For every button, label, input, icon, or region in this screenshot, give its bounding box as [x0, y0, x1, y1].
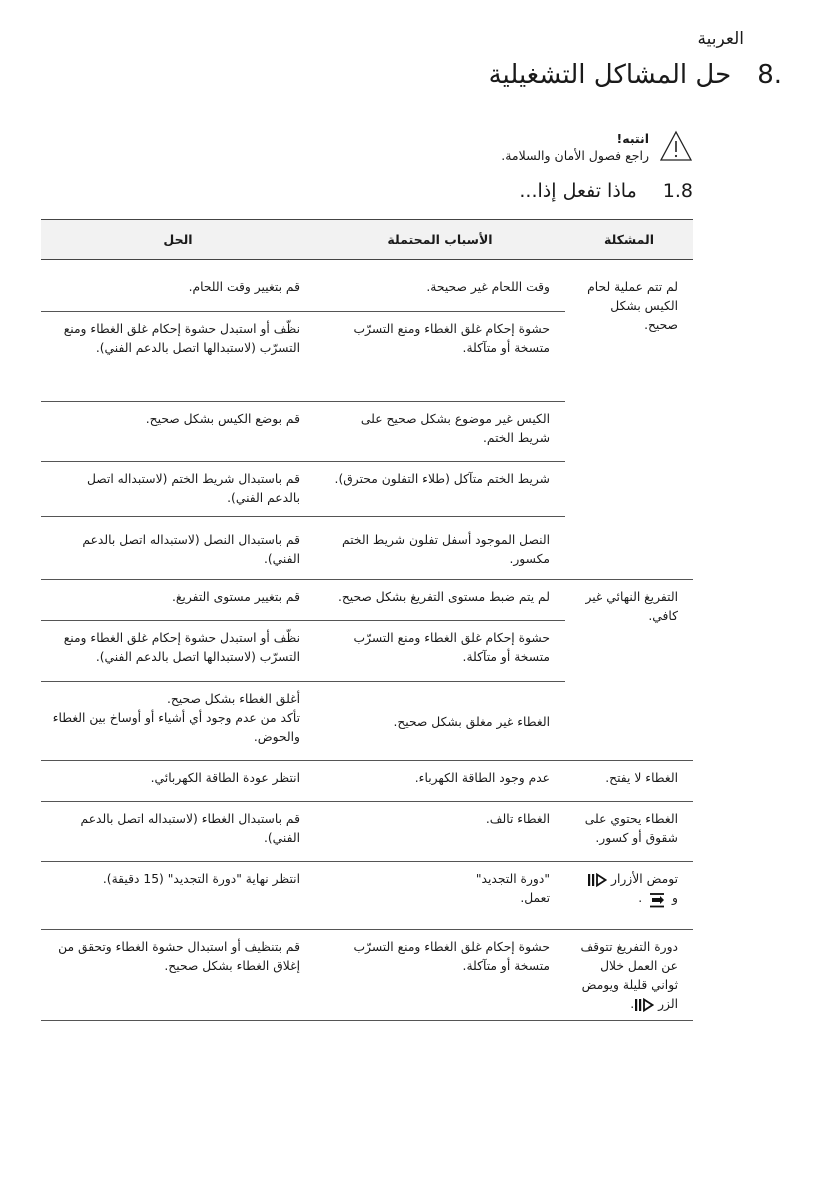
header-solution: الحل: [41, 220, 315, 260]
solution-cell: قم باستبدال الغطاء (لاستبداله اتصل بالدعم الفني).: [80, 812, 300, 845]
cause-line: تعمل.: [520, 891, 550, 905]
problem-line: [575, 889, 678, 908]
warning-triangle-icon: [659, 130, 693, 162]
cause-cell: حشوة إحكام غلق الغطاء ومنع التسرّب متسخة أو متآكلة.: [353, 631, 550, 664]
table-row: [41, 260, 693, 312]
cause-cell: حشوة إحكام غلق الغطاء ومنع التسرّب متسخة أو متآكلة.: [353, 322, 550, 355]
solution-cell: قم بوضع الكيس بشكل صحيح.: [145, 412, 300, 426]
table-row: [41, 862, 693, 930]
play-pause-icon: [634, 998, 654, 1012]
cause-cell: شريط الختم متآكل (طلاء التفلون محترق).: [334, 472, 550, 486]
problem-cell: التفريغ النهائي غير كافي.: [565, 580, 693, 761]
solution-cell: قم باستبدال شريط الختم (لاستبداله اتصل بالدعم الفني).: [86, 472, 300, 505]
subsection-number: 1.8: [662, 180, 693, 202]
cause-cell: [315, 862, 565, 930]
header-cause: الأسباب المحتملة: [315, 220, 565, 260]
warning-box: [293, 130, 693, 164]
cause-cell: الغطاء غير مغلق بشكل صحيح.: [393, 714, 550, 729]
warning-text: راجع فصول الأمان والسلامة.: [501, 148, 649, 163]
problem-cell: الغطاء يحتوي على شقوق أو كسور.: [584, 812, 678, 845]
solution-cell: قم بتنظيف أو استبدال حشوة الغطاء وتحقق من إغلاق الغطاء بشكل صحيح.: [58, 940, 300, 973]
header-problem: المشكلة: [565, 220, 693, 260]
table-row: [41, 802, 693, 862]
problem-text: تومض الأزرار: [611, 872, 678, 886]
vacuum-canister-icon: [646, 890, 668, 908]
subsection-heading: [519, 180, 693, 202]
solution-cell: قم بتغيير مستوى التفريغ.: [171, 590, 300, 604]
solution-cell: قم باستبدال النصل (لاستبداله اتصل بالدعم الفني).: [82, 533, 300, 566]
play-pause-icon: [587, 873, 607, 887]
table-row: [41, 930, 693, 1021]
solution-cell: انتظر عودة الطاقة الكهربائي.: [150, 771, 300, 785]
solution-cell: انتظر نهاية "دورة التجديد" (15 دقيقة).: [102, 872, 300, 886]
period-text: .: [638, 891, 643, 905]
period-text: .: [630, 997, 635, 1011]
warning-title: انتبه!: [616, 131, 649, 146]
chapter-title: حل المشاكل التشغيلية: [488, 60, 732, 90]
cause-line: "دورة التجديد": [475, 872, 550, 886]
solution-cell: نظّف أو استبدل حشوة إحكام غلق الغطاء ومنع التسرّب (لاستبدالها اتصل بالدعم الفني).: [63, 631, 300, 664]
problem-cell: الغطاء لا يفتح.: [605, 771, 678, 785]
problem-cell: [565, 930, 693, 1021]
cause-cell: حشوة إحكام غلق الغطاء ومنع التسرّب متسخة أو متآكلة.: [353, 940, 550, 973]
solution-line: أغلق الغطاء بشكل صحيح.: [166, 692, 300, 706]
chapter-number: 8.: [757, 60, 782, 90]
cause-cell: الغطاء تالف.: [485, 812, 550, 826]
language-label: العربية: [697, 29, 744, 49]
problem-line: [575, 870, 678, 889]
subsection-title: ماذا تفعل إذا...: [519, 180, 637, 202]
problem-cell: [565, 862, 693, 930]
cause-cell: الكيس غير موضوع بشكل صحيح على شريط الختم.: [360, 412, 550, 445]
solution-line: تأكد من عدم وجود أي أشياء أو أوساخ بين الغطاء والحوض.: [52, 711, 300, 744]
cause-cell: النصل الموجود أسفل تفلون شريط الختم مكسور.: [342, 533, 550, 566]
table-row: [41, 761, 693, 802]
cause-cell: عدم وجود الطاقة الكهرباء.: [414, 771, 550, 785]
solution-cell: قم بتغيير وقت اللحام.: [188, 280, 300, 294]
problem-text: و: [672, 891, 678, 905]
solution-cell: نظّف أو استبدل حشوة إحكام غلق الغطاء ومنع التسرّب (لاستبدالها اتصل بالدعم الفني).: [63, 322, 300, 355]
cause-cell: لم يتم ضبط مستوى التفريغ بشكل صحيح.: [337, 590, 550, 604]
chapter-heading: [489, 60, 782, 90]
problem-cell: لم تتم عملية لحام الكيس بشكل صحيح.: [565, 260, 693, 580]
table-row: [41, 580, 693, 621]
table-header-row: [41, 220, 693, 260]
problem-text: دورة التفريغ تتوقف عن العمل خلال ثواني قليلة ويومض الزر: [580, 940, 678, 1011]
cause-cell: وقت اللحام غير صحيحة.: [426, 280, 550, 294]
troubleshooting-table: [41, 219, 693, 1021]
solution-cell: [41, 682, 315, 761]
